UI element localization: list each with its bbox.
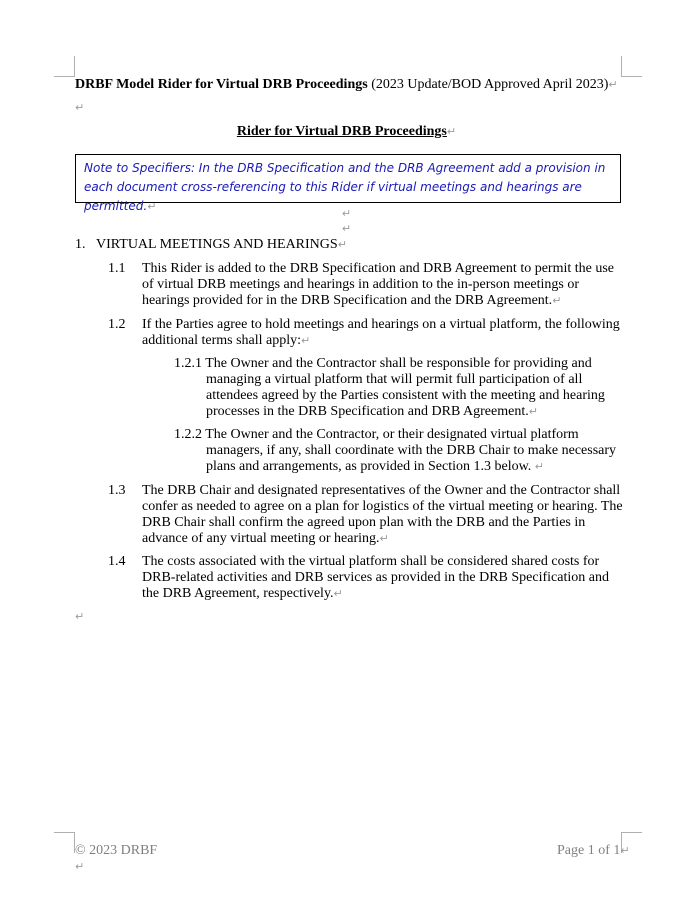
subclause-text: The Owner and the Contractor shall be responsible for providing and managing a virtual platform that will permit full participation of all attendees agreed by the Parties consistent with the meeting and hearing processes in the DRB Specification and DRB Agreement. xyxy=(205,356,605,419)
footer-right-text: Page 1 of 1 xyxy=(557,843,621,858)
note-to-specifiers-box[interactable] xyxy=(75,154,621,213)
clause-1-3[interactable] xyxy=(108,483,623,547)
paragraph-mark-icon: ↵ xyxy=(608,78,618,91)
paragraph-mark-icon: ↵ xyxy=(75,610,85,623)
paragraph-mark-icon: ↵ xyxy=(379,532,389,545)
clause-1-2-1[interactable] xyxy=(174,356,624,420)
header-subtitle: (2023 Update/BOD Approved April 2023) xyxy=(367,77,609,92)
clause-number: 1.2 xyxy=(108,317,126,332)
subclause-number: 1.2.2 xyxy=(174,427,202,442)
clause-text: This Rider is added to the DRB Specification and DRB Agreement to permit the use of virtual DRB meetings and hearings in addition to the in-person meetings or hearings provided for in the DRB Specification and the DRB Agreement. xyxy=(142,261,615,308)
title-text: Rider for Virtual DRB Proceedings xyxy=(236,124,447,139)
clause-1-2[interactable] xyxy=(108,317,623,349)
footer-copyright[interactable] xyxy=(75,843,157,859)
paragraph-mark-icon: ↵ xyxy=(75,101,85,114)
paragraph-mark-icon: ↵ xyxy=(446,125,457,138)
document-header[interactable] xyxy=(75,77,618,93)
clause-text: The costs associated with the virtual platform shall be considered shared costs for DRB-related activities and DRB services as provided in the DRB Specification and the DRB Agreement, respectively. xyxy=(142,554,609,601)
margin-corner-top-right xyxy=(621,56,642,77)
paragraph-mark-icon: ↵ xyxy=(552,294,562,307)
clause-1-1[interactable] xyxy=(108,261,623,309)
paragraph-mark-icon: ↵ xyxy=(147,200,157,213)
subclause-text: The Owner and the Contractor, or their designated virtual platform managers, if any, shall coordinate with the DRB Chair to make necessary plans and arrangements, as provided in Section 1.3 below. xyxy=(205,427,617,474)
margin-corner-bottom-left xyxy=(54,832,75,853)
paragraph-mark-icon: ↵ xyxy=(341,222,352,235)
clause-1-2-2[interactable] xyxy=(174,427,624,475)
paragraph-mark-icon: ↵ xyxy=(341,207,352,220)
subclause-number: 1.2.1 xyxy=(174,356,202,371)
paragraph-mark-icon: ↵ xyxy=(620,844,630,857)
footer-left-text: © 2023 DRBF xyxy=(75,843,158,858)
paragraph-mark-icon: ↵ xyxy=(534,460,545,473)
section-number: 1. xyxy=(75,237,86,252)
clause-text: If the Parties agree to hold meetings and hearings on a virtual platform, the following additional terms shall apply: xyxy=(142,317,620,348)
paragraph-mark-icon: ↵ xyxy=(75,860,85,873)
section-heading-text: VIRTUAL MEETINGS AND HEARINGS xyxy=(96,237,338,252)
paragraph-mark-icon: ↵ xyxy=(333,587,343,600)
section-heading[interactable] xyxy=(75,237,347,253)
paragraph-mark-icon: ↵ xyxy=(301,334,311,347)
clause-number: 1.4 xyxy=(108,554,126,569)
header-bold-title: DRBF Model Rider for Virtual DRB Proceedings xyxy=(75,77,368,92)
page-title[interactable] xyxy=(0,124,693,140)
clause-number: 1.1 xyxy=(108,261,126,276)
margin-corner-top-left xyxy=(54,56,75,77)
paragraph-mark-icon: ↵ xyxy=(337,238,347,251)
footer-page-number[interactable] xyxy=(557,843,630,859)
paragraph-mark-icon: ↵ xyxy=(528,405,538,418)
clause-1-4[interactable] xyxy=(108,554,623,602)
clause-number: 1.3 xyxy=(108,483,126,498)
clause-text: The DRB Chair and designated representatives of the Owner and the Contractor shall confer as needed to agree on a plan for logistics of the virtual meeting or hearing. The DRB Chair shall confirm the agreed upon plan with the DRB and the Parties in advance of any virtual meeting or hearing. xyxy=(142,483,623,546)
note-text: Note to Specifiers: In the DRB Specification and the DRB Agreement add a provision in each document cross-referencing to this Rider if virtual meetings and hearings are permitted. xyxy=(84,161,606,213)
